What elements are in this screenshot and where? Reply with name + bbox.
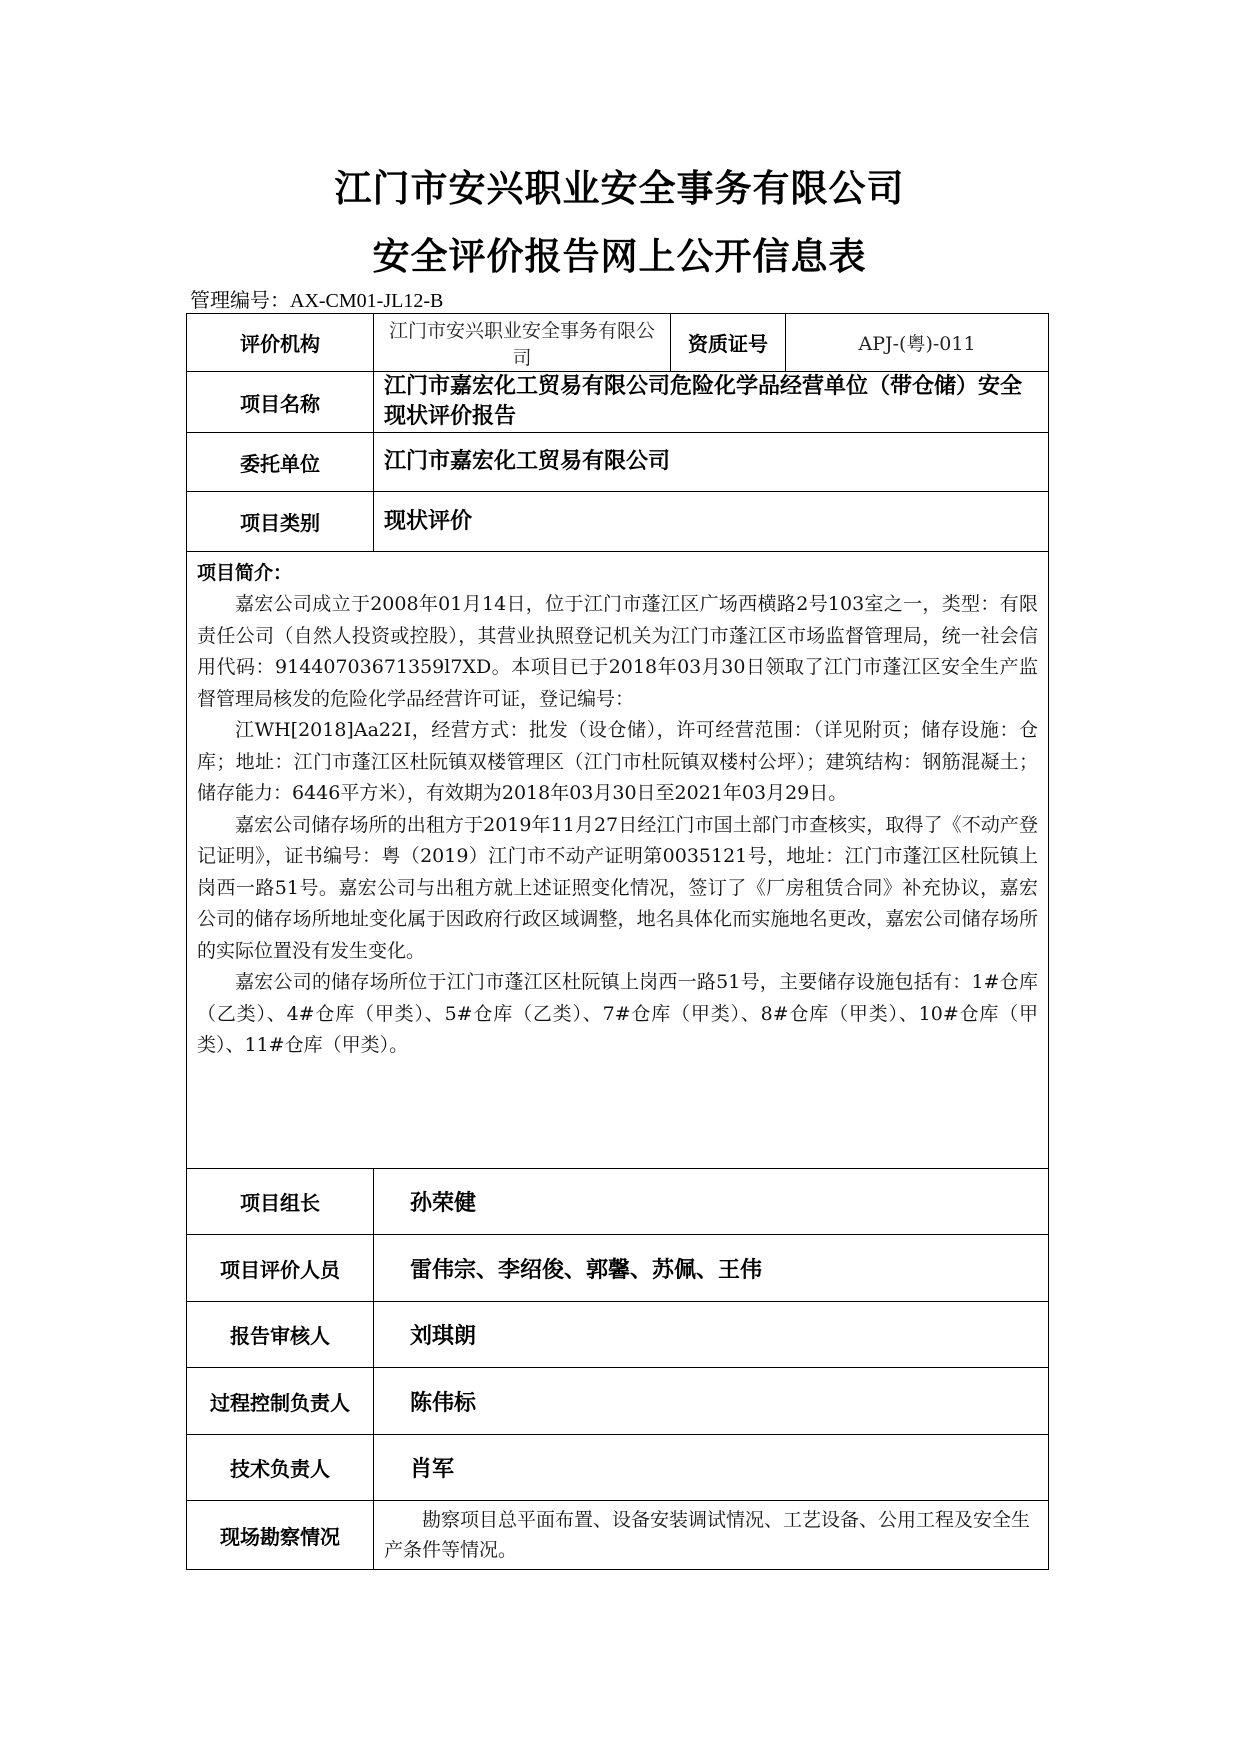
row-evaluators — [187, 1235, 1049, 1302]
summary-paragraph-3: 嘉宏公司储存场所的出租方于2019年11月27日经江门市国土部门市查核实，取得了《不动产登记证明》，证书编号：粤（2019）江门市不动产证明第0035121号，地址：江门市蓬江区杜阮镇上岗西一路51号。嘉宏公司与出租方就上述证照变化情况，签订了《厂房租赁合同》补充协议，嘉宏公司的储存场所地址变化属于因政府行政区域调整，地名具体化而实施地名更改，嘉宏公司储存场所的实际位置没有发生变化。 — [197, 813, 1039, 962]
project-name-label: 项目名称 — [187, 372, 374, 433]
cert-value: APJ-(粤)-011 — [786, 314, 1049, 372]
row-leader — [187, 1169, 1049, 1235]
summary-paragraph-1: 嘉宏公司成立于2008年01月14日，位于江门市蓬江区广场西横路2号103室之一，类型：有限责任公司（自然人投资或控股），其营业执照登记机关为江门市蓬江区市场监督管理局，统一社会信用代码：91440703671359l7XD。本项目已于2018年03月30日领取了江门市蓬江区安全生产监督管理局核发的危险化学品经营许可证，登记编号： — [197, 593, 1039, 710]
reviewer-value: 刘琪朗 — [374, 1302, 1049, 1368]
site-label: 现场勘察情况 — [187, 1501, 374, 1570]
row-client — [187, 433, 1049, 492]
eval-org-label: 评价机构 — [187, 314, 374, 372]
cert-label: 资质证号 — [671, 314, 786, 372]
row-summary — [187, 552, 1049, 1169]
document-subtitle: 安全评价报告网上公开信息表 — [372, 235, 867, 278]
row-reviewer — [187, 1302, 1049, 1368]
info-table — [186, 313, 1049, 1570]
management-number: 管理编号：AX-CM01-JL12-B — [190, 290, 444, 312]
category-label: 项目类别 — [187, 492, 374, 552]
row-process — [187, 1368, 1049, 1435]
summary-title: 项目简介： — [197, 562, 293, 584]
evaluators-label: 项目评价人员 — [187, 1235, 374, 1302]
project-name-value: 江门市嘉宏化工贸易有限公司危险化学品经营单位（带仓储）安全现状评价报告 — [374, 372, 1049, 433]
tech-label: 技术负责人 — [187, 1435, 374, 1501]
leader-label: 项目组长 — [187, 1169, 374, 1235]
row-site — [187, 1501, 1049, 1570]
row-project-name — [187, 372, 1049, 433]
process-value: 陈伟标 — [374, 1368, 1049, 1435]
row-category — [187, 492, 1049, 552]
project-summary — [187, 552, 1049, 1169]
process-label: 过程控制负责人 — [187, 1368, 374, 1435]
tech-value: 肖军 — [374, 1435, 1049, 1501]
category-value: 现状评价 — [374, 492, 1049, 552]
eval-org-value: 江门市安兴职业安全事务有限公司 — [374, 314, 671, 372]
site-value: 勘察项目总平面布置、设备安装调试情况、工艺设备、公用工程及安全生产条件等情况。 — [374, 1501, 1049, 1570]
document-title: 江门市安兴职业安全事务有限公司 — [334, 167, 905, 210]
client-label: 委托单位 — [187, 433, 374, 492]
row-tech — [187, 1435, 1049, 1501]
reviewer-label: 报告审核人 — [187, 1302, 374, 1368]
row-eval-org — [187, 314, 1049, 372]
summary-paragraph-2: 江WH[2018]Aa22Ⅰ，经营方式：批发（设仓储），许可经营范围：（详见附页；储存设施：仓库；地址：江门市蓬江区杜阮镇双楼管理区（江门市杜阮镇双楼村公坪）；建筑结构：钢筋混凝土；储存能力：6446平方米），有效期为2018年03月30日至2021年03月29日。 — [197, 719, 1039, 804]
leader-value: 孙荣健 — [374, 1169, 1049, 1235]
evaluators-value: 雷伟宗、李绍俊、郭馨、苏佩、王伟 — [374, 1235, 1049, 1302]
client-value: 江门市嘉宏化工贸易有限公司 — [374, 433, 1049, 492]
summary-paragraph-4: 嘉宏公司的储存场所位于江门市蓬江区杜阮镇上岗西一路51号，主要储存设施包括有：1#仓库（乙类）、4#仓库（甲类）、5#仓库（乙类）、7#仓库（甲类）、8#仓库（甲类）、10#仓库（甲类）、11#仓库（甲类）。 — [197, 971, 1039, 1056]
